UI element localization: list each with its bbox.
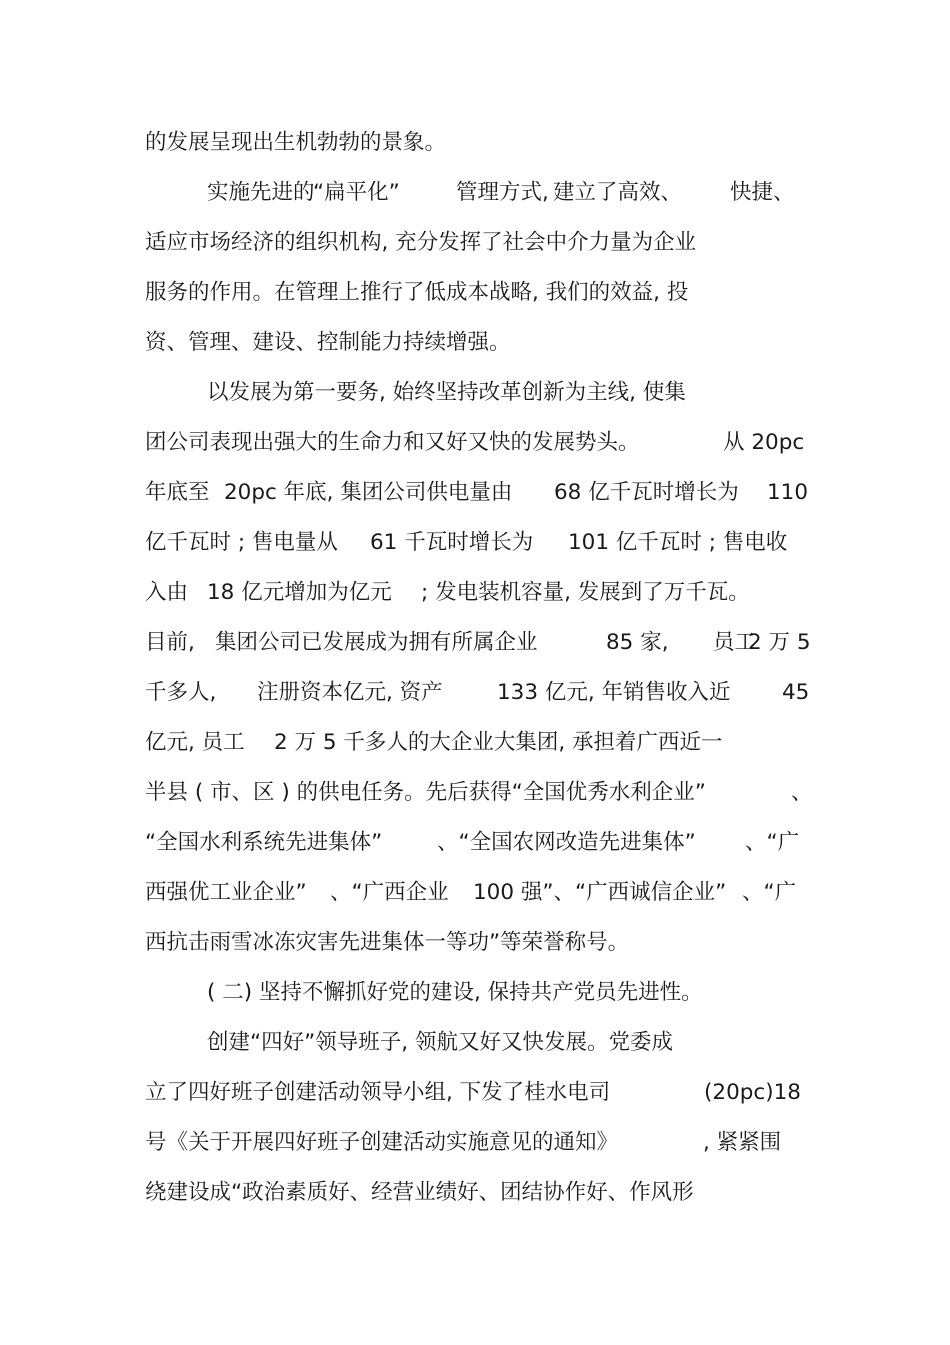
text-segment: 18 亿元增加为亿元 [207, 580, 392, 605]
text-segment: 入由 [145, 580, 189, 605]
text-line [0, 928, 950, 958]
text-segment: 年底至 [145, 480, 210, 505]
text-segment: 以发展为第一要务, 始终坚持改革创新为主线, 使集 [207, 380, 686, 405]
text-segment: 团公司表现出强大的生命力和又好又快的发展势头。 [145, 430, 640, 455]
text-segment: 、 [791, 780, 813, 805]
text-segment: 从 20pc [723, 430, 805, 455]
text-line [0, 528, 950, 558]
text-line [0, 878, 950, 908]
text-segment: 适应市场经济的组织机构, 充分发挥了社会中介力量为企业 [145, 230, 697, 255]
text-line [0, 628, 950, 658]
text-segment: 的发展呈现出生机勃勃的景象。 [145, 130, 447, 155]
text-segment: 、“全国农网改造先进集体” [437, 830, 696, 855]
text-segment: 2 万 5 千多人的大企业大集团, 承担着广西近一 [274, 730, 723, 755]
text-segment: 68 亿千瓦时增长为 [554, 480, 739, 505]
text-segment: 建立了高效、 [553, 180, 683, 205]
text-segment: 、“广 [745, 830, 800, 855]
text-segment: 资、管理、建设、控制能力持续增强。 [145, 330, 511, 355]
text-segment: 45 [782, 680, 810, 705]
text-line [0, 128, 950, 158]
text-segment: 快捷、 [730, 180, 795, 205]
text-line [0, 178, 950, 208]
text-segment: ; 发电装机容量, 发展到了万千瓦。 [421, 580, 750, 605]
text-segment: 亿千瓦时 ; 售电量从 [145, 530, 338, 555]
text-line [0, 828, 950, 858]
text-segment: 绕建设成“政治素质好、经营业绩好、团结协作好、作风形 [145, 1180, 694, 1205]
text-segment: 100 强”、“广西诚信企业” [473, 880, 727, 905]
text-line [0, 1178, 950, 1208]
text-line [0, 228, 950, 258]
text-line [0, 1078, 950, 1108]
text-line [0, 1028, 950, 1058]
text-line [0, 328, 950, 358]
text-segment: “扁平化” [313, 180, 400, 205]
text-line [0, 478, 950, 508]
text-line [0, 1128, 950, 1158]
text-line [0, 778, 950, 808]
text-segment: 实施先进的 [207, 180, 315, 205]
text-segment: 服务的作用。在管理上推行了低成本战略, 我们的效益, 投 [145, 280, 689, 305]
text-segment: 西强优工业企业” [145, 880, 307, 905]
text-segment: 20pc 年底, 集团公司供电量由 [224, 480, 513, 505]
text-segment: 亿元, 员工 [145, 730, 245, 755]
text-segment: 133 亿元, 年销售收入近 [497, 680, 731, 705]
text-segment: 集团公司已发展成为拥有所属企业 [215, 630, 538, 655]
text-segment: 110 [767, 480, 809, 505]
text-segment: 立了四好班子创建活动领导小组, 下发了桂水电司 [145, 1080, 611, 1105]
text-segment: (20pc)18 [704, 1080, 801, 1105]
text-segment: 目前, [145, 630, 195, 655]
text-segment: 员工 [713, 630, 757, 655]
text-segment: 创建“四好”领导班子, 领航又好又快发展。党委成 [207, 1030, 673, 1055]
text-segment: 101 亿千瓦时 ; 售电收 [568, 530, 788, 555]
text-line [0, 978, 950, 1008]
text-line [0, 678, 950, 708]
text-segment: 注册资本亿元, 资产 [257, 680, 443, 705]
text-segment: 西抗击雨雪冰冻灾害先进集体一等功”等荣誉称号。 [145, 930, 630, 955]
text-segment: 半县 ( 市、区 ) 的供电任务。先后获得“全国优秀水利企业” [145, 780, 706, 805]
text-segment: 61 千瓦时增长为 [370, 530, 534, 555]
text-line [0, 728, 950, 758]
text-segment: 号《关于开展四好班子创建活动实施意见的通知》 [145, 1130, 619, 1155]
text-segment: 管理方式, [456, 180, 549, 205]
text-segment: 千多人, [145, 680, 217, 705]
text-segment: , 紧紧围 [703, 1130, 782, 1155]
text-line [0, 378, 950, 408]
text-line [0, 428, 950, 458]
text-segment: 、“广西企业 [330, 880, 449, 905]
text-segment: 、“广 [742, 880, 797, 905]
text-segment: ( 二) 坚持不懈抓好党的建设, 保持共产党员先进性。 [207, 980, 703, 1005]
text-segment: “全国水利系统先进集体” [145, 830, 383, 855]
text-line [0, 278, 950, 308]
text-line [0, 578, 950, 608]
text-segment: 85 家, [606, 630, 669, 655]
text-segment: 2 万 5 [748, 630, 811, 655]
